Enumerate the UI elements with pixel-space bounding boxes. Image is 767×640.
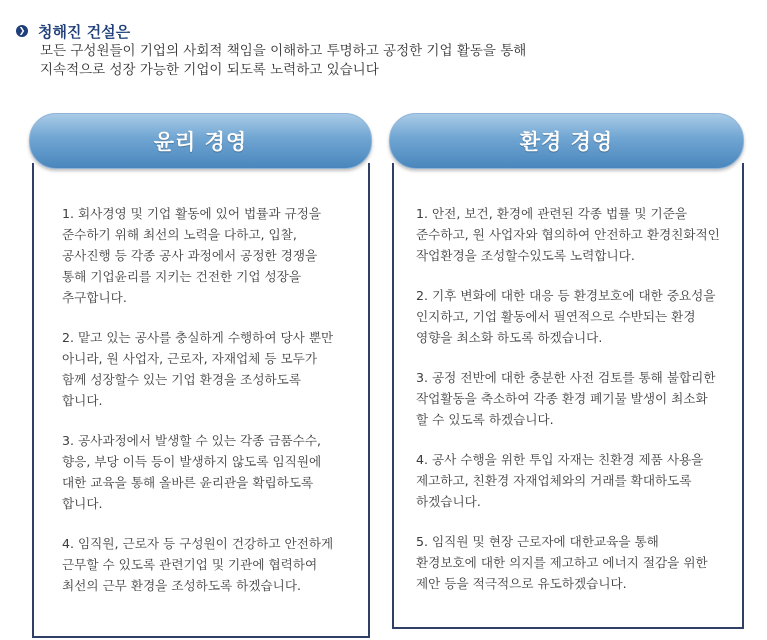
environment-item: 2. 기후 변화에 대한 대응 등 환경보호에 대한 중요성을 인지하고, 기업 활동에서 필연적으로 수반되는 환경 영향을 최소화 하도록 하겠습니다. bbox=[416, 288, 716, 345]
intro-line-2: 지속적으로 성장 가능한 기업이 되도록 노력하고 있습니다 bbox=[40, 62, 379, 78]
intro-line-1: 모든 구성원들이 기업의 사회적 책임을 이해하고 투명하고 공정한 기업 활동을 통해 bbox=[40, 43, 527, 59]
ethics-management-panel bbox=[29, 113, 372, 593]
ethics-content-box bbox=[32, 163, 370, 638]
environment-item: 5. 임직원 및 현장 근로자에 대한교육을 통해 환경보호에 대한 의지를 제고하고 에너지 절감을 위한 제안 등을 적극적으로 유도하겠습니다. bbox=[416, 534, 708, 591]
environment-item: 4. 공사 수행을 위한 투입 자재는 친환경 제품 사용을 제고하고, 친환경 자재업체와의 거래를 확대하도록 하겠습니다. bbox=[416, 452, 704, 509]
ethics-heading-pill bbox=[29, 113, 372, 169]
ethics-item: 4. 임직원, 근로자 등 구성원이 건강하고 안전하게 근무할 수 있도록 관련기업 및 기관에 협력하여 최선의 근무 환경을 조성하도록 하겠습니다. bbox=[62, 536, 334, 593]
environment-management-panel bbox=[389, 113, 744, 591]
intro-description bbox=[40, 42, 756, 80]
environment-heading: 환경 경영 bbox=[519, 130, 614, 154]
intro-section bbox=[16, 20, 756, 80]
environment-content-box bbox=[392, 163, 744, 629]
environment-item: 1. 안전, 보건, 환경에 관련된 각종 법률 및 기준을 준수하고, 원 사업자와 협의하여 안전하고 환경친화적인 작업환경을 조성할수있도록 노력합니다. bbox=[416, 206, 720, 263]
ethics-item: 2. 맡고 있는 공사를 충실하게 수행하여 당사 뿐만 아니라, 원 사업자, 근로자, 자재업체 등 모두가 함께 성장할수 있는 기업 환경을 조성하도록 합니다. bbox=[62, 330, 334, 408]
environment-list bbox=[416, 203, 721, 613]
ethics-list bbox=[62, 203, 344, 615]
intro-title: 청해진 건설은 bbox=[38, 22, 131, 41]
chevron-right-icon: ❯ bbox=[16, 25, 28, 37]
ethics-item: 3. 공사과정에서 발생할 수 있는 각종 금품수수, 향응, 부당 이득 등이 발생하지 않도록 임직원에 대한 교육을 통해 올바른 윤리관을 확립하도록 합니다. bbox=[62, 433, 322, 511]
environment-item: 3. 공정 전반에 대한 충분한 사전 검토를 통해 불합리한 작업활동을 축소하여 각종 환경 폐기물 발생이 최소화 할 수 있도록 하겠습니다. bbox=[416, 370, 716, 427]
ethics-item: 1. 회사경영 및 기업 활동에 있어 법률과 규정을 준수하기 위해 최선의 노력을 다하고, 입찰, 공사진행 등 각종 공사 과정에서 공정한 경쟁을 통해 기업윤리를 지키는 건전한 기업 성장을 추구합니다. bbox=[62, 206, 322, 305]
environment-heading-pill bbox=[389, 113, 744, 169]
ethics-heading: 윤리 경영 bbox=[153, 130, 248, 154]
intro-header bbox=[16, 20, 756, 42]
